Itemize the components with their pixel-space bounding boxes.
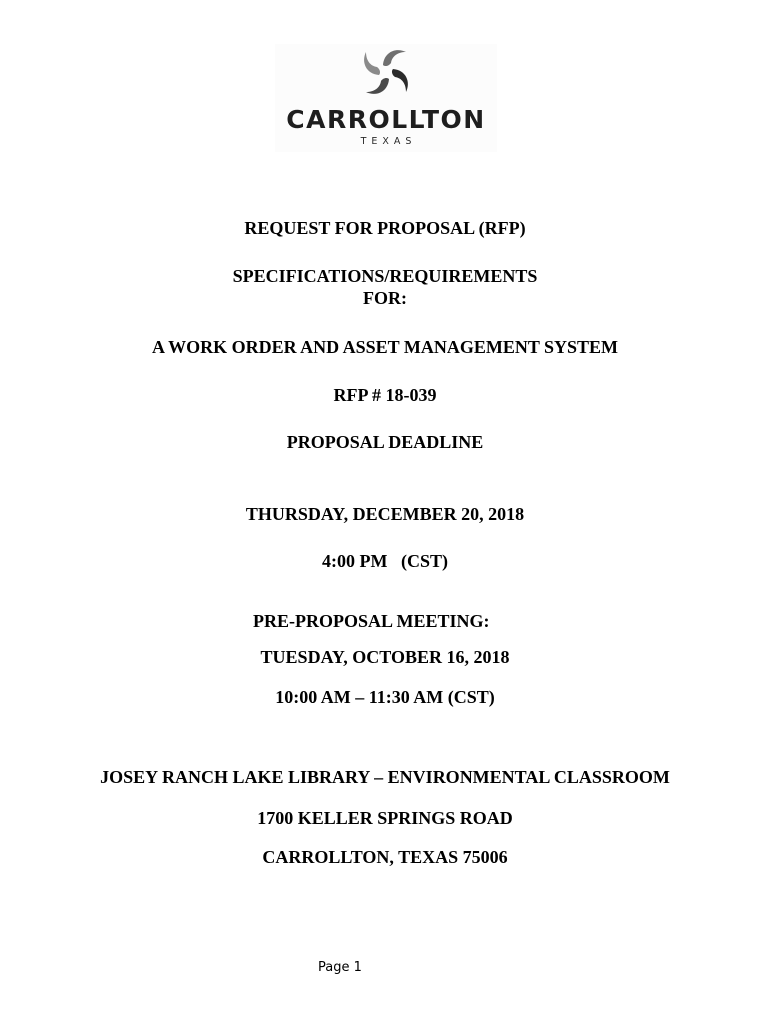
- address-street: 1700 KELLER SPRINGS ROAD: [257, 808, 513, 828]
- meeting-date: TUESDAY, OCTOBER 16, 2018: [260, 647, 510, 667]
- logo-subtitle: TEXAS: [360, 136, 417, 147]
- deadline-label: PROPOSAL DEADLINE: [286, 432, 484, 452]
- meeting-time: 10:00 AM – 11:30 AM (CST): [275, 687, 495, 707]
- rfp-heading: REQUEST FOR PROPOSAL (RFP): [244, 218, 526, 238]
- address-city: CARROLLTON, TEXAS 75006: [262, 847, 508, 867]
- deadline-time: 4:00 PM (CST): [322, 551, 448, 571]
- carrollton-swirl-icon: [360, 46, 412, 98]
- specs-for-label: FOR:: [363, 288, 407, 308]
- logo-wordmark: CARROLLTON: [286, 105, 486, 134]
- city-logo: [275, 44, 497, 152]
- rfp-number: RFP # 18-039: [333, 385, 437, 405]
- page-number: Page 1: [318, 960, 362, 975]
- specs-heading: SPECIFICATIONS/REQUIREMENTS: [232, 266, 538, 286]
- pre-proposal-meeting-label: PRE-PROPOSAL MEETING:: [253, 611, 490, 631]
- deadline-date: THURSDAY, DECEMBER 20, 2018: [245, 504, 525, 524]
- meeting-location: JOSEY RANCH LAKE LIBRARY – ENVIRONMENTAL CLASSROOM: [100, 767, 670, 787]
- project-title: A WORK ORDER AND ASSET MANAGEMENT SYSTEM: [151, 337, 619, 357]
